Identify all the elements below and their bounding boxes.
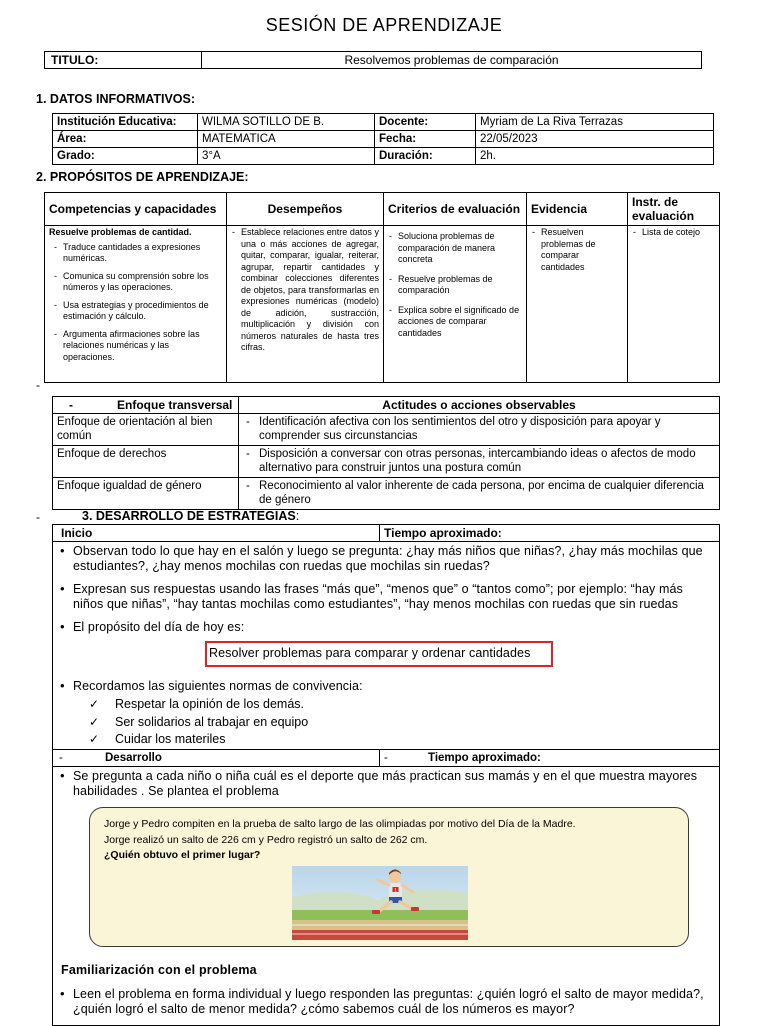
header-dash: - (59, 751, 63, 764)
list-item: • Recordamos las siguientes normas de convivencia: (59, 679, 713, 694)
list-item: - Soluciona problemas de comparación de manera concreta (388, 231, 522, 266)
datos-key: Fecha: (375, 131, 476, 148)
propositos-table (44, 192, 720, 383)
title-table (44, 51, 702, 69)
competencia-title: Resuelve problemas de cantidad. (49, 227, 192, 237)
datos-key: Grado: (53, 148, 198, 165)
list-item: • El propósito del día de hoy es: (59, 620, 713, 635)
datos-value: 3°A (198, 148, 375, 165)
criterios-cell (384, 226, 527, 383)
datos-table (52, 113, 714, 165)
titulo-label: TITULO: (45, 52, 202, 69)
datos-key: Docente: (375, 114, 476, 131)
header-competencias: Competencias y capacidades (45, 193, 227, 226)
datos-value: WILMA SOTILLO DE B. (198, 114, 375, 131)
section-propositos: 2. PROPÓSITOS DE APRENDIZAJE: (36, 170, 249, 184)
familiarizacion-heading: Familiarización con el problema (61, 962, 257, 977)
header-text: Enfoque transversal (117, 398, 233, 412)
enfoque-actitud: - Disposición a conversar con otras personas, intercambiando ideas o afectos de modo alternativo para construir juntos una postura común (245, 447, 715, 475)
header-dash: - (384, 751, 388, 764)
evidencia-cell (527, 226, 628, 383)
enfoque-name: Enfoque de orientación al bien común (53, 414, 239, 446)
header-dash: - (69, 398, 73, 412)
datos-row (53, 114, 714, 131)
normas-intro-list (59, 679, 713, 694)
enfoque-name: Enfoque igualdad de género (53, 478, 239, 510)
propositos-content-row (45, 226, 720, 383)
inicio-header-row (53, 525, 720, 542)
header-evidencia: Evidencia (527, 193, 628, 226)
enfoque-row (53, 446, 720, 478)
problem-text-2: Jorge realizó un salto de 226 cm y Pedro registró un salto de 262 cm. (104, 833, 428, 846)
list-item: - Usa estrategias y procedimientos de estimación y cálculo. (53, 300, 222, 323)
header-criterios: Criterios de evaluación (384, 193, 527, 226)
desarrollo-content-row (53, 766, 720, 1025)
datos-value: 22/05/2023 (476, 131, 714, 148)
list-item: • Leen el problema en forma individual y luego responden las preguntas: ¿quién logró el salto de mayor medida?, ¿quién logró el salto de menor medida? ¿cómo sabemos cuál de los números es mayor? (59, 987, 713, 1017)
desarrollo-header-row (53, 749, 720, 766)
list-item: - Argumenta afirmaciones sobre las relaciones numéricas y las operaciones. (53, 329, 222, 364)
datos-value: Myriam de La Riva Terrazas (476, 114, 714, 131)
section-desarrollo-estrategias (82, 509, 299, 523)
familiarizacion-bullets (59, 987, 713, 1017)
long-jump-illustration (292, 866, 468, 940)
enfoque-row (53, 414, 720, 446)
list-item: • Expresan sus respuestas usando las frases “más que”, “menos que” o “tantos como”; por ejemplo: “hay más niños que niñas”, “hay tantas mochilas como estudiantes”, “hay menos mochilas con ruedas que sin ruedas (59, 582, 713, 612)
problem-text-1: Jorge y Pedro compiten en la prueba de salto largo de las olimpiadas por motivo del Día de la Madre. (104, 817, 576, 830)
proposito-highlight: Resolver problemas para comparar y ordenar cantidades (205, 641, 553, 667)
enfoques-header-left (53, 397, 239, 414)
dash-mark: - (36, 510, 40, 524)
inicio-tiempo: Tiempo aproximado: (380, 525, 720, 542)
evidencia-text: - Resuelven problemas de comparar cantidades (531, 227, 623, 273)
desarrollo-label: Desarrollo (105, 751, 162, 764)
estrategias-table (52, 524, 720, 1026)
criterios-list (388, 227, 522, 339)
competencias-cell (45, 226, 227, 383)
enfoque-actitud-cell (239, 446, 720, 478)
desarrollo-tiempo: Tiempo aproximado: (428, 751, 541, 764)
datos-row (53, 148, 714, 165)
datos-value: 2h. (476, 148, 714, 165)
section-datos-informativos: 1. DATOS INFORMATIVOS: (36, 92, 196, 106)
list-item: ✓ Cuidar los materiles (89, 731, 713, 749)
desarrollo-tiempo-cell (380, 749, 720, 766)
list-item: • Se pregunta a cada niño o niña cuál es el deporte que más practican sus mamás y en el que muestra mayores habilidades . Se plantea el problema (59, 769, 713, 799)
inicio-content-row (53, 542, 720, 750)
dash-mark: - (36, 378, 40, 392)
propositos-header-row (45, 193, 720, 226)
document-title: SESIÓN DE APRENDIZAJE (265, 15, 503, 35)
list-item: - Comunica su comprensión sobre los números y las operaciones. (53, 271, 222, 294)
desarrollo-content (53, 766, 720, 1025)
enfoque-actitud: - Identificación afectiva con los sentimientos del otro y disposición para apoyar y comprender sus circunstancias (245, 415, 715, 443)
desempeno-cell (227, 226, 384, 383)
enfoques-header-right: Actitudes o acciones observables (239, 397, 720, 414)
normas-list (59, 696, 713, 749)
list-item: ✓ Ser solidarios al trabajar en equipo (89, 714, 713, 732)
list-item: ✓ Respetar la opinión de los demás. (89, 696, 713, 714)
capacidades-list (49, 242, 222, 364)
inicio-label: Inicio (53, 525, 380, 542)
inicio-content (53, 542, 720, 750)
header-instrumento: Instr. de evaluación (628, 193, 720, 226)
datos-key: Institución Educativa: (53, 114, 198, 131)
desarrollo-label-cell (53, 749, 380, 766)
bib-number: 1 (394, 887, 397, 892)
problem-box (89, 807, 689, 947)
desempeno-text: - Establece relaciones entre datos y una o más acciones de agregar, quitar, comparar, igualar, reiterar, agrupar, repartir cantidades y combinar colecciones diferentes de objetos, para transformarlas en expresiones numéricas (modelo) de adición, sustracción, multiplicación y división con números naturales de hasta tres cifras. (231, 227, 379, 354)
enfoque-row (53, 478, 720, 510)
desempeno-list (231, 227, 379, 354)
enfoque-actitud-cell (239, 478, 720, 510)
datos-key: Duración: (375, 148, 476, 165)
list-item: - Explica sobre el significado de acciones de comparar cantidades (388, 305, 522, 340)
enfoque-actitud: - Reconocimiento al valor inherente de cada persona, por encima de cualquier diferencia de género (245, 479, 715, 507)
list-item: • Observan todo lo que hay en el salón y luego se pregunta: ¿hay más niños que niñas?, ¿hay más mochilas que estudiantes?, ¿hay menos mochilas con ruedas que mochilas sin ruedas? (59, 544, 713, 574)
datos-key: Área: (53, 131, 198, 148)
section3-text: 3. DESARROLLO DE ESTRATEGIAS (82, 509, 296, 523)
datos-value: MATEMATICA (198, 131, 375, 148)
instrumento-list (632, 227, 715, 239)
desarrollo-bullets (59, 769, 713, 799)
enfoques-table (52, 396, 720, 510)
datos-row (53, 131, 714, 148)
enfoque-name: Enfoque de derechos (53, 446, 239, 478)
titulo-value: Resolvemos problemas de comparación (202, 52, 702, 69)
section3-colon: : (295, 509, 300, 523)
enfoque-actitud-cell (239, 414, 720, 446)
instrumento-cell (628, 226, 720, 383)
enfoques-header-row (53, 397, 720, 414)
list-item: - Resuelve problemas de comparación (388, 274, 522, 297)
instrumento-text: - Lista de cotejo (632, 227, 715, 239)
problem-question: ¿Quién obtuvo el primer lugar? (104, 848, 261, 861)
inicio-bullets (59, 544, 713, 635)
list-item: - Traduce cantidades a expresiones numéricas. (53, 242, 222, 265)
evidencia-list (531, 227, 623, 273)
header-desempenos: Desempeños (227, 193, 384, 226)
